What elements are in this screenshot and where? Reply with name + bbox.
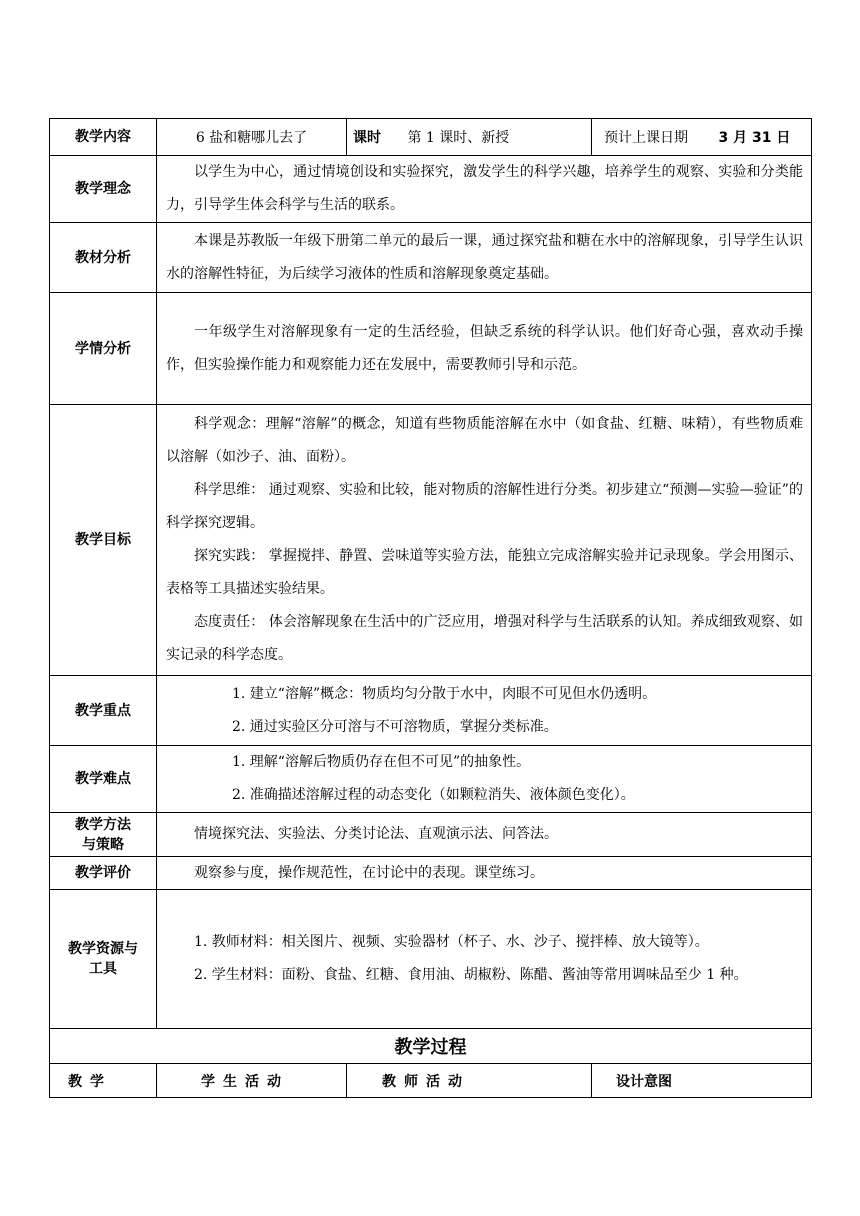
resources-row bbox=[50, 890, 812, 1029]
resource-item: 1. 教师材料：相关图片、视频、实验器材（杯子、水、沙子、搅拌棒、放大镜等）。 bbox=[194, 934, 709, 950]
students-text: 一年级学生对溶解现象有一定的生活经验，但缺乏系统的科学认识。他们好奇心强，喜欢动手操作，但实验操作能力和观察能力还在发展中，需要教师引导和示范。 bbox=[166, 323, 804, 373]
material-label: 教材分析 bbox=[50, 223, 157, 293]
period-value: 第 1 课时、新授 bbox=[407, 130, 510, 146]
date-label: 预计上课日期 bbox=[604, 130, 689, 146]
key-points-row bbox=[50, 676, 812, 746]
date-value: 3 月 31 日 bbox=[718, 130, 791, 146]
goals-label: 教学目标 bbox=[50, 405, 157, 676]
header-row bbox=[50, 119, 812, 156]
difficulties-label: 教学难点 bbox=[50, 746, 157, 813]
evaluation-text: 观察参与度，操作规范性，在讨论中的表现。课堂练习。 bbox=[194, 864, 544, 881]
resource-item: 2. 学生材料：面粉、食盐、红糖、食用油、胡椒粉、陈醋、酱油等常用调味品至少 1 种。 bbox=[194, 967, 748, 983]
methods-label bbox=[50, 813, 157, 857]
key-point-item: 2. 通过实验区分可溶与不可溶物质，掌握分类标准。 bbox=[232, 718, 558, 735]
column-teacher-activity: 教师活动 bbox=[347, 1064, 592, 1098]
process-title: 教学过程 bbox=[50, 1029, 812, 1064]
philosophy-label: 教学理念 bbox=[50, 156, 157, 223]
goals-row bbox=[50, 405, 812, 676]
goal-item: 探究实践： 掌握搅拌、静置、尝味道等实验方法，能独立完成溶解实验并记录现象。学会用图示、表格等工具描述实验结果。 bbox=[166, 548, 804, 597]
process-title-row bbox=[50, 1029, 812, 1064]
resources-label-line1: 教学资源与 bbox=[68, 941, 138, 957]
column-design-intent: 设计意图 bbox=[592, 1064, 812, 1098]
period-cell bbox=[347, 119, 592, 156]
key-points-label: 教学重点 bbox=[50, 676, 157, 746]
methods-text: 情境探究法、实验法、分类讨论法、直观演示法、问答法。 bbox=[194, 826, 558, 842]
students-label: 学情分析 bbox=[50, 293, 157, 405]
philosophy-row bbox=[50, 156, 812, 223]
methods-row bbox=[50, 813, 812, 857]
evaluation-label: 教学评价 bbox=[50, 857, 157, 890]
material-row bbox=[50, 223, 812, 293]
evaluation-row bbox=[50, 857, 812, 890]
goal-item: 科学观念：理解“溶解”的概念，知道有些物质能溶解在水中（如食盐、红糖、味精），有些物质难以溶解（如沙子、油、面粉）。 bbox=[166, 416, 804, 465]
students-row bbox=[50, 293, 812, 405]
methods-label-line1: 教学方法 bbox=[75, 816, 131, 833]
period-label: 课时 bbox=[353, 130, 381, 146]
resources-label bbox=[50, 890, 157, 1029]
content-label: 教学内容 bbox=[50, 119, 157, 156]
column-student-activity: 学生活动 bbox=[157, 1064, 347, 1098]
lesson-title: 6 盐和糖哪儿去了 bbox=[157, 119, 347, 156]
methods-label-line2: 与策略 bbox=[82, 836, 124, 853]
difficulties-row bbox=[50, 746, 812, 813]
difficulty-item: 1. 理解“溶解后物质仍存在但不可见”的抽象性。 bbox=[232, 754, 531, 770]
column-teaching: 教学 bbox=[50, 1064, 157, 1098]
goal-item: 科学思维： 通过观察、实验和比较，能对物质的溶解性进行分类。初步建立“预测—实验—验证”的科学探究逻辑。 bbox=[166, 482, 804, 531]
key-point-item: 1. 建立“溶解”概念：物质均匀分散于水中，肉眼不可见但水仍透明。 bbox=[232, 685, 657, 702]
philosophy-text: 以学生为中心，通过情境创设和实验探究，激发学生的科学兴趣，培养学生的观察、实验和分类能力，引导学生体会科学与生活的联系。 bbox=[166, 164, 804, 213]
resources-label-line2: 工具 bbox=[89, 961, 117, 977]
lesson-plan-table bbox=[49, 118, 812, 1098]
difficulty-item: 2. 准确描述溶解过程的动态变化（如颗粒消失、液体颜色变化）。 bbox=[232, 787, 635, 803]
material-text: 本课是苏教版一年级下册第二单元的最后一课，通过探究盐和糖在水中的溶解现象，引导学生认识水的溶解性特征，为后续学习液体的性质和溶解现象奠定基础。 bbox=[166, 232, 804, 282]
process-header-row bbox=[50, 1064, 812, 1098]
date-cell bbox=[592, 119, 812, 156]
goal-item: 态度责任： 体会溶解现象在生活中的广泛应用，增强对科学与生活联系的认知。养成细致观察、如实记录的科学态度。 bbox=[166, 614, 804, 663]
